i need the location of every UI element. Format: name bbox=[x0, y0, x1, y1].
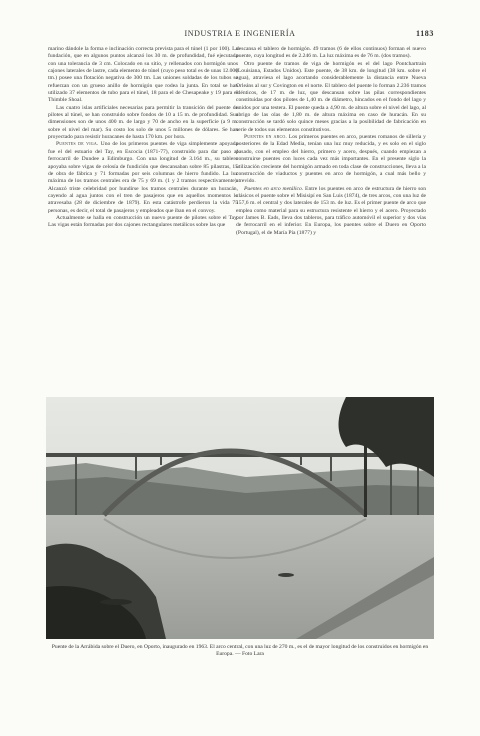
paragraph bbox=[236, 186, 426, 237]
paragraph: marino dándole la forma e inclinación correcta prevista para el túnel (1 por 100). La fundación, que en algunos puntos alcanzó los 30 m. de profundidad, fué ejecutada con una tolerancia de 3 cm. Colocado en su sitio, y rellenados con hormigón unos cajones laterales de lastre, cada elemento de túnel (cuyo peso total es de unas 12.000 tm.) posee una flotación negativa de 300 tm. Las uniones soldadas de los tubos se refuerzan con un grueso anillo de hormigón que rodea la junta. En total se han utilizado 37 elementos de tubo para el túnel, 18 para el de Chesapeake y 19 para el Thimble Shoal. bbox=[48, 46, 238, 104]
right-column bbox=[236, 46, 426, 237]
paragraph: Otro puente de tramos de viga de hormigón es el del lago Pontchartrain (Louisiana, Estados Unidos). Este puente, de 38 km. de longitud (38 km. sobre el agua), atraviesa el lago acortando considerablemente la distancia entre Nueva Orleáns al sur y Covington en el norte. El tablero del puente lo forman 2.236 tramos idénticos, de 17 m. de luz, que descansan sobre las pilas correspondientes constituidas por dos pilotes de 1,40 m. de diámetro, hincados en el fondo del lago y unidos por una testera. El puente queda a 4,90 m. de altura sobre el nivel del lago, al abrigo de las olas de 1,80 m. de altura máxima en caso de huracán. En su construcción se tardó solo quince meses gracias a la posibilidad de fabricación en serie de todos sus elementos constitutivos. bbox=[236, 60, 426, 133]
paragraph bbox=[48, 141, 238, 214]
section-lead: Puentes de viga. bbox=[56, 141, 99, 148]
section-lead: Puentes en arco metálico. bbox=[244, 185, 304, 192]
running-title: INDUSTRIA E INGENIERÍA bbox=[184, 29, 296, 38]
paragraph-text: Los primeros puentes en arco, puentes romanos de sillería y posteriores de la Edad Media, tenían una luz muy reducida, y es solo en el siglo pasado, con el empleo del hierro, primero y acero, después, cuando empiezan a construirse puentes con luces cada vez más importantes. En el presente siglo la utilización creciente del hormigón armado en toda clase de construcciones, lleva a la construcción de viaductos y puentes en arco de hormigón, a cual más bello y atrevido. bbox=[236, 134, 426, 185]
paragraph-text: Entre los puentes en arco de estructura de hierro son clásicos el puente sobre el Misisipí en San Luis (1874), de tres arcos, con una luz de 157,6 m. el central y dos laterales de 153 m. de luz. Es el primer puente de arco que emplea como material para su estructura resistente el hierro y el acero. Proyectado por James B. Eads, lleva dos tableros, para tráfico automóvil el superior y dos vías de ferrocarril en el inferior. En Europa, los puentes sobre el Duero en Oporto (Portugal), el de María Pía (1877) y bbox=[236, 185, 426, 236]
paragraph: Actualmente se halla en construcción un nuevo puente de pilotes sobre el Tay. Las vigas están formadas por dos cajones rectangulares metálicos sobre las que bbox=[48, 214, 238, 229]
paragraph: Las cuatro islas artificiales necesarias para permitir la transición del puente de pilotes al túnel, se han construido sobre fondos de 10 a 15 m. de profundidad. Sus dimensiones son de unos 400 m. de largo y 70 de ancho en la superficie (a 9 m. sobre el nivel del mar). Su costo los solo de unos 5 millones de dólares. Se han proyectado para resistir huracanes de hasta 170 km. por hora. bbox=[48, 104, 238, 141]
bridge-photo bbox=[46, 397, 434, 639]
bridge-photo-illustration bbox=[46, 397, 434, 639]
page-number: 1183 bbox=[416, 29, 434, 38]
photo-caption: Puente de la Arrábida sobre el Duero, en Oporto, inaugurado en 1963. El arco central, con una luz de 270 m., es el de mayor longitud de los construidos en hormigón en Europa. — Foto Lara bbox=[51, 644, 429, 658]
section-lead: Puentes en arco. bbox=[244, 134, 288, 141]
paragraph-text: Uno de los primeros puentes de viga simplemente apoyada fue el del estuario del Tay, en Escocia (1871-77), construido para dar paso al ferrocarril de Dundee a Edimburgo. Con una longitud de 3.164 m., su tablero apoyaba sobre vigas de celosía de fundición que descansaban sobre 85 pilastras, 15 de obra de fábrica y 71 formadas por seis columnas de hierro fundido. La luz máxima de los tramos centrales era de 75 y 69 m. (1 y 2 tramos respectivamente). Alcanzó triste celebridad por hundirse los tramos centrales durante un huracán, cayendo al agua juntos con el tren de pasajeros que en aquellos momentos lo atravesaba (28 de diciembre de 1879). En esta catástrofe perdieron la vida 75 personas, es decir, el total de pasajeros y empleados que iban en el convoy. bbox=[48, 141, 238, 214]
paragraph bbox=[236, 134, 426, 185]
page-header bbox=[46, 29, 434, 43]
left-column bbox=[48, 46, 238, 230]
paragraph: descansa el tablero de hormigón. 49 tramos (6 de ellos continuos) forman el nuevo puente, cuya longitud es de 2.246 m. La luz máxima es de 76 m. (dos tramos). bbox=[236, 46, 426, 60]
